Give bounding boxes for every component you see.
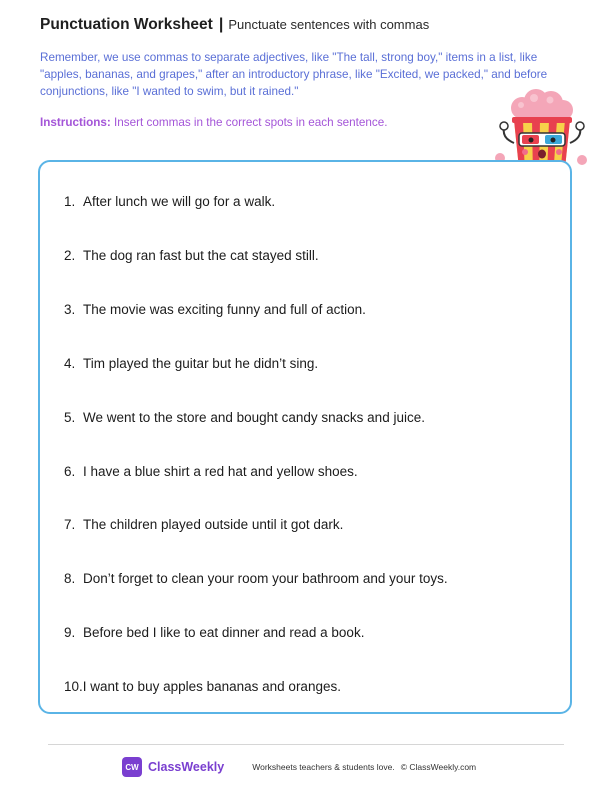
sentence-item (64, 248, 319, 263)
sentence-number: 10. (64, 679, 83, 694)
worksheet-header (40, 16, 429, 34)
brand-name: ClassWeekly (148, 760, 225, 774)
sentence-text: We went to the store and bought candy snacks and juice. (83, 410, 425, 425)
sentence-text: The movie was exciting funny and full of action. (83, 302, 366, 317)
sentence-item (64, 679, 341, 694)
instructions-text: Insert commas in the correct spots in each sentence. (114, 116, 388, 129)
sentence-text: I have a blue shirt a red hat and yellow shoes. (83, 464, 358, 479)
sentence-item (64, 625, 364, 640)
footer-tagline: Worksheets teachers & students love. (252, 762, 395, 772)
sentence-item (64, 194, 275, 209)
sentence-text: Before bed I like to eat dinner and read a book. (83, 625, 365, 640)
sentence-number: 7. (64, 517, 76, 532)
worksheet-title: Punctuation Worksheet (40, 16, 213, 33)
sentence-item (64, 356, 318, 371)
sentence-item (64, 571, 448, 586)
sentence-item (64, 517, 343, 532)
sentence-text: I want to buy apples bananas and oranges. (82, 679, 341, 694)
sentence-number: 2. (64, 248, 76, 263)
instructions-line (40, 116, 388, 129)
sentence-text: Tim played the guitar but he didn’t sing. (83, 356, 319, 371)
sentence-number: 9. (64, 625, 76, 640)
footer (122, 757, 476, 777)
worksheet-subtitle: Punctuate sentences with commas (228, 17, 430, 32)
sentence-text: After lunch we will go for a walk. (83, 194, 276, 209)
sentence-text: The dog ran fast but the cat stayed still. (83, 248, 319, 263)
sentence-item (64, 410, 425, 425)
sentence-number: 6. (64, 464, 76, 479)
footer-divider (48, 744, 564, 745)
sentence-item (64, 302, 366, 317)
sentence-text: Don’t forget to clean your room your bathroom and your toys. (83, 571, 448, 586)
sentence-number: 8. (64, 571, 76, 586)
intro-paragraph: Remember, we use commas to separate adjectives, like "The tall, strong boy," items in a list, like "apples, bananas, and grapes," after an introductory phrase, like "Excited, we packed," and before conjunctions, like "I wanted to swim, but it rained." (40, 51, 548, 98)
sentence-number: 5. (64, 410, 76, 425)
classweekly-logo-icon: CW (122, 757, 142, 777)
sentence-text: The children played outside until it got dark. (83, 517, 344, 532)
footer-copyright: © ClassWeekly.com (400, 762, 477, 772)
sentence-number: 1. (64, 194, 76, 209)
instructions-label: Instructions: (40, 116, 111, 129)
sentences-box (38, 160, 572, 714)
sentence-item (64, 464, 358, 479)
header-divider: | (218, 16, 224, 33)
sentence-number: 3. (64, 302, 76, 317)
sentence-number: 4. (64, 356, 76, 371)
